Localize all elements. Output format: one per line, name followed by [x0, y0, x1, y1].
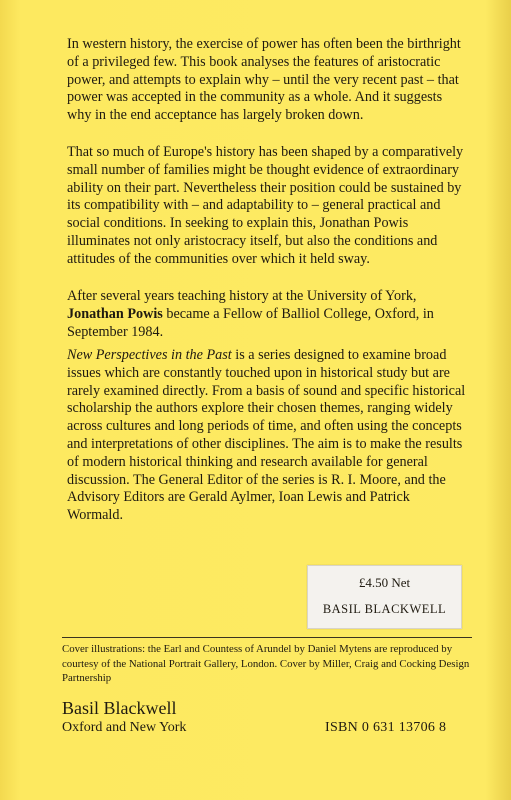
blurb-paragraph-1: In western history, the exercise of power has often been the birthright of a privileged few. This book analyses the features of aristocratic power, and attempts to explain why – until the very recent past – that power was accepted in the community as a whole. And it suggests why in the end acceptance has largely broken down.	[67, 36, 461, 124]
publisher-name: Basil Blackwell	[62, 698, 177, 718]
author-bio	[67, 288, 467, 341]
cover-credits: Cover illustrations: the Earl and Countess of Arundel by Daniel Mytens are reproduced by courtesy of the National Portrait Gallery, London. Cover by Miller, Craig and Cocking Design Partnership	[62, 643, 470, 684]
author-bio-text-end: became a Fellow of Balliol College, Oxford, in September 1984.	[67, 305, 434, 340]
divider	[62, 637, 472, 638]
series-description-text: is a series designed to examine broad issues which are constantly touched upon in historical study but are rarely examined directly. From a basis of sound and specific historical scholarship the authors explore their chosen themes, ranging widely across cultures and long periods of time, and often using the concepts and interpretations of other disciplines. The aim is to make the results of modern historical thinking and research available for general discussion. The General Editor of the series is R. I. Moore, and the Advisory Editors are Gerald Aylmer, Ioan Lewis and Patrick Wormald.	[67, 347, 466, 524]
series-description	[67, 347, 467, 525]
author-bio-text-start: After several years teaching history at the University of York,	[67, 288, 417, 304]
blurb-paragraph-2: That so much of Europe's history has been shaped by a comparatively small number of families might be thought evidence of extraordinary ability on their part. Nevertheless their position could be sustained by its compatibility with – and adaptability to – general practical and social conditions. In seeking to explain this, Jonathan Powis illuminates not only aristocracy itself, but also the conditions and attitudes of the communities over which it held sway.	[67, 144, 464, 267]
price-text: £4.50 Net	[358, 575, 411, 590]
series-title: New Perspectives in the Past	[67, 347, 232, 363]
author-name: Jonathan Powis	[67, 305, 163, 322]
price-sticker	[307, 565, 462, 629]
seller-name: BASIL BLACKWELL	[322, 602, 447, 616]
publisher-location: Oxford and New York	[62, 720, 187, 735]
isbn: ISBN 0 631 13706 8	[325, 720, 447, 735]
